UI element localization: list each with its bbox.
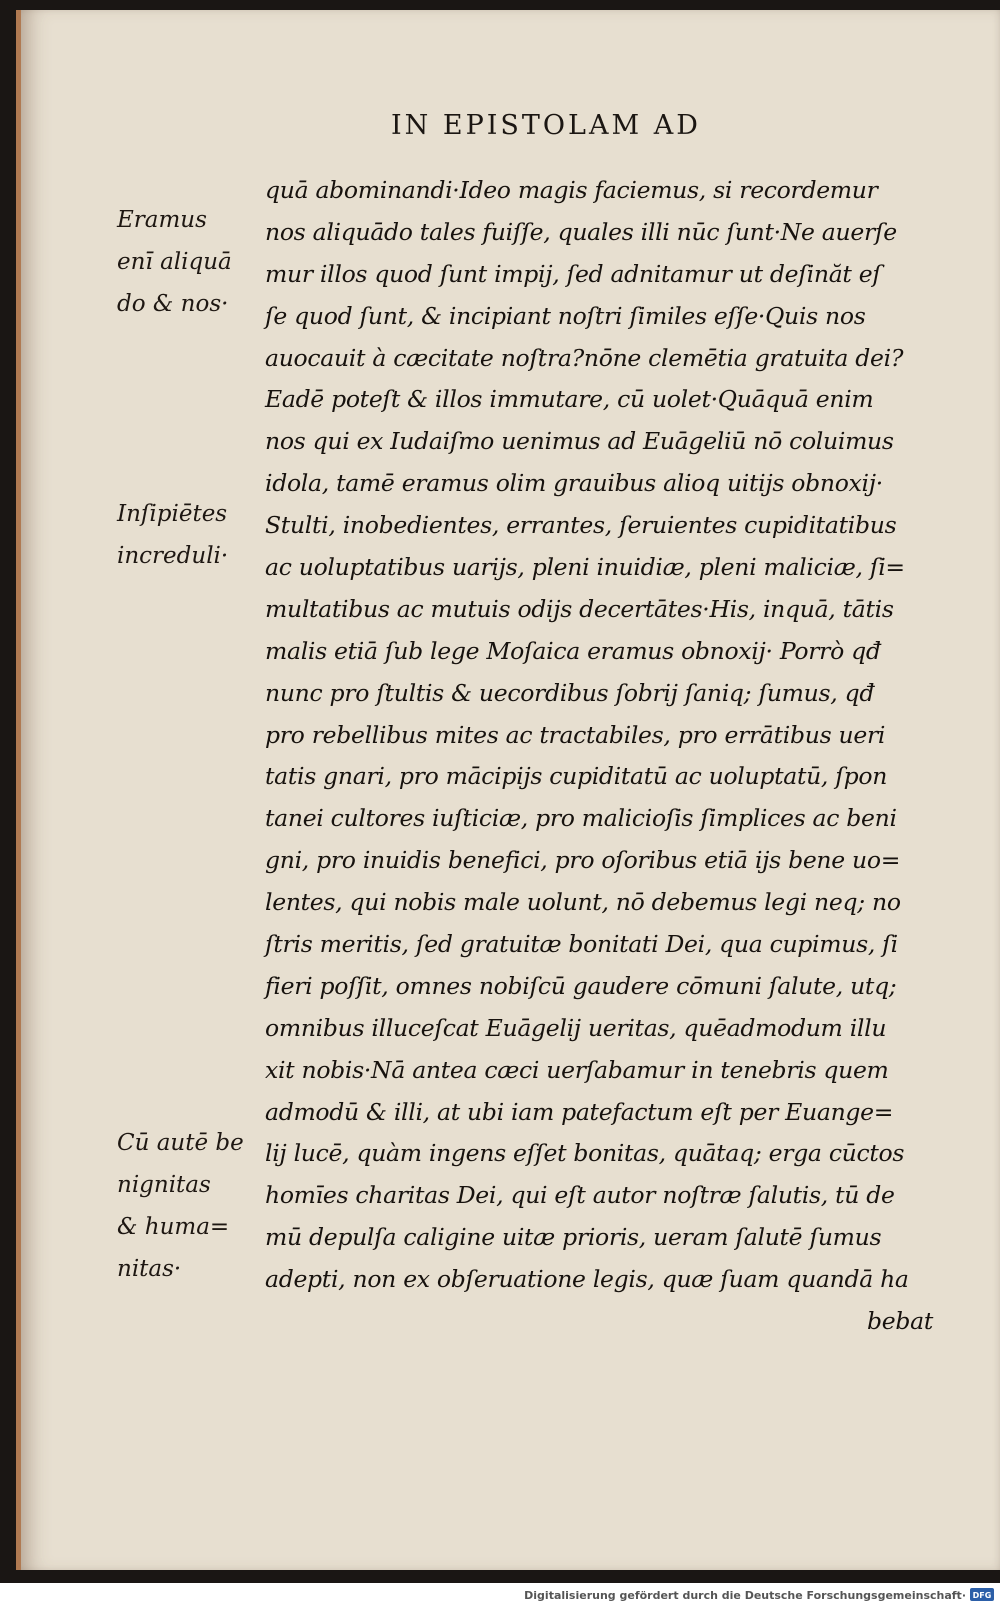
book-page bbox=[16, 10, 1000, 1570]
dfg-logo-text: DFG bbox=[972, 1591, 992, 1600]
text-line: nos aliquādo tales fuiſſe, quales illi nūc ſunt·Ne auerſe bbox=[265, 217, 897, 246]
text-line: omnibus illuceſcat Euāgelij ueritas, quēadmodum illu bbox=[265, 1013, 887, 1042]
margin-note-line: Inſipiētes bbox=[117, 501, 228, 527]
dfg-logo-icon bbox=[970, 1588, 994, 1601]
text-line: tanei cultores iuſticiæ, pro malicioſis ſimplices ac beni bbox=[265, 804, 897, 833]
text-line: homīes charitas Dei, qui eſt autor noſtræ ſalutis, tū de bbox=[265, 1181, 895, 1210]
text-line: pro rebellibus mites ac tractabiles, pro errātibus ueri bbox=[265, 720, 886, 749]
text-line: nos qui ex Iudaiſmo uenimus ad Euāgeliū nō coluimus bbox=[265, 427, 894, 456]
text-line: fieri poſſit, omnes nobiſcū gaudere cōmuni ſalute, utq; bbox=[265, 971, 897, 1000]
text-line: auocauit à cæcitate noſtra?nōne clemētia gratuita dei? bbox=[265, 343, 904, 372]
text-line: xit nobis·Nā antea cæci uerſabamur in tenebris quem bbox=[265, 1055, 889, 1084]
margin-note-line: nitas· bbox=[117, 1255, 182, 1282]
margin-note-insipientes bbox=[117, 494, 267, 578]
catchword: bebat bbox=[867, 1307, 933, 1336]
text-line: tatis gnari, pro mācipijs cupiditatū ac uoluptatū, ſpon bbox=[265, 762, 888, 791]
text-line: ſe quod ſunt, & incipiant noſtri ſimiles eſſe·Quis nos bbox=[265, 301, 866, 330]
margin-note-line: enī aliquā bbox=[117, 248, 232, 275]
margin-note-line: do & nos· bbox=[117, 290, 229, 317]
text-line: gni, pro inuidis benefici, pro oſoribus etiā ijs bene uo= bbox=[265, 846, 901, 875]
text-line: lij lucē, quàm ingens eſſet bonitas, quātaq; erga cūctos bbox=[265, 1139, 905, 1168]
text-line: quā abominandi·Ideo magis faciemus, si recordemur bbox=[265, 176, 878, 204]
margin-note-line: nignitas bbox=[117, 1171, 211, 1198]
text-line: Eadē poteſt & illos immutare, cū uolet·Quāquā enim bbox=[265, 385, 874, 414]
body-text bbox=[265, 170, 965, 1343]
text-line: multatibus ac mutuis odijs decertātes·His, inquā, tātis bbox=[265, 594, 894, 623]
text-line: admodū & illi, at ubi iam patefactum eſt per Euange= bbox=[265, 1097, 894, 1126]
text-line: mū depulſa caligine uitæ prioris, ueram ſalutē ſumus bbox=[265, 1223, 882, 1252]
text-line: lentes, qui nobis male uolunt, nō debemus legi neq; no bbox=[265, 888, 901, 917]
margin-note-eramus bbox=[117, 200, 267, 326]
text-line: Stulti, inobedientes, errantes, ſeruientes cupiditatibus bbox=[265, 511, 897, 540]
text-line: nunc pro ſtultis & uecordibus ſobrij ſaniq; ſumus, qđ bbox=[265, 678, 875, 707]
footer-credit: Digitalisierung gefördert durch die Deutsche Forschungsgemeinschaft· bbox=[524, 1589, 966, 1602]
text-line: ac uoluptatibus uarijs, pleni inuidiæ, pleni maliciæ, ſi= bbox=[265, 553, 905, 582]
margin-note-line: Cū autē be bbox=[117, 1130, 244, 1156]
text-line: idola, tamē eramus olim grauibus alioq uitijs obnoxij· bbox=[265, 469, 883, 498]
margin-note-line: & huma= bbox=[117, 1213, 230, 1240]
text-line: ſtris meritis, ſed gratuitæ bonitati Dei, qua cupimus, ſi bbox=[265, 930, 898, 959]
text-line: mur illos quod ſunt impij, ſed adnitamur ut deſinăt eſ bbox=[265, 259, 881, 288]
margin-note-line: increduli· bbox=[117, 542, 229, 569]
margin-note-benignitas bbox=[117, 1123, 267, 1291]
text-line: adepti, non ex obſeruatione legis, quæ ſuam quandā ha bbox=[265, 1265, 909, 1294]
running-head: IN EPISTOLAM AD bbox=[391, 110, 701, 141]
margin-note-line: Eramus bbox=[117, 207, 207, 233]
text-line: malis etiā ſub lege Moſaica eramus obnoxij· Porrò qđ bbox=[265, 636, 881, 665]
digitization-footer bbox=[0, 1583, 1000, 1611]
